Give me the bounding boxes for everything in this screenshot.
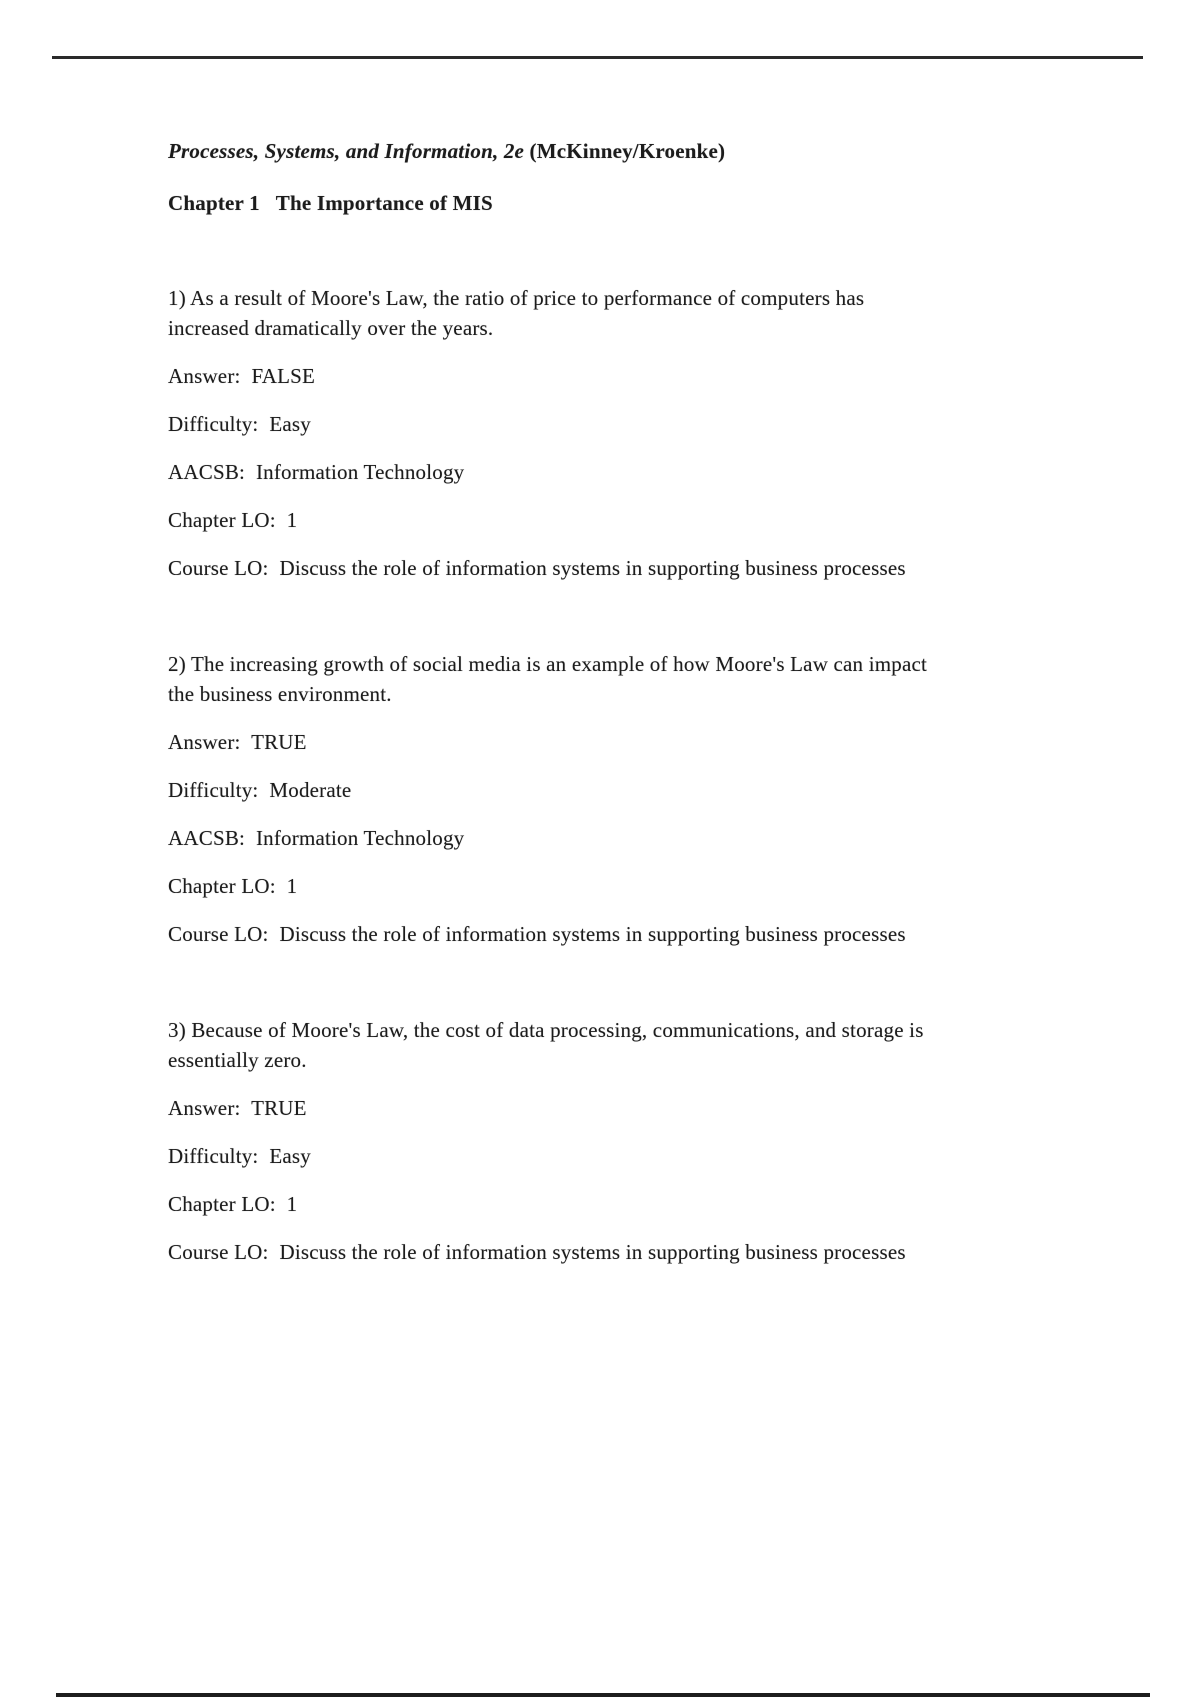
- difficulty-line: Difficulty: Moderate: [168, 778, 352, 802]
- answer-line: Answer: TRUE: [168, 730, 307, 754]
- question-1-line-1: 1) As a result of Moore's Law, the ratio of price to performance of computers has: [168, 286, 865, 310]
- book-title-authors: (McKinney/Kroenke): [524, 139, 726, 163]
- book-title-italic: Processes, Systems, and Information, 2e: [168, 139, 525, 163]
- question-2-line-1: 2) The increasing growth of social media is an example of how Moore's Law can impact: [168, 652, 928, 676]
- question-2-line-2: the business environment.: [168, 682, 392, 706]
- difficulty-line: Difficulty: Easy: [168, 412, 311, 436]
- footer-rule: [56, 1693, 1150, 1697]
- question-3-text: [168, 1015, 1028, 1075]
- course-lo-line: Course LO: Discuss the role of information systems in supporting business processes: [168, 922, 906, 946]
- answer-line: Answer: TRUE: [168, 1096, 307, 1120]
- aacsb-line: AACSB: Information Technology: [168, 826, 465, 850]
- page-content: [168, 136, 1028, 1333]
- question-2-text: [168, 649, 1028, 709]
- question-1-line-2: increased dramatically over the years.: [168, 316, 494, 340]
- answer-line: Answer: FALSE: [168, 364, 316, 388]
- question-3-line-1: 3) Because of Moore's Law, the cost of data processing, communications, and storage is: [168, 1018, 924, 1042]
- chapter-heading: Chapter 1 The Importance of MIS: [168, 191, 493, 215]
- difficulty-line: Difficulty: Easy: [168, 1144, 311, 1168]
- book-title: [168, 136, 1028, 166]
- chapter-lo-line: Chapter LO: 1: [168, 1192, 298, 1216]
- course-lo-line: Course LO: Discuss the role of information systems in supporting business processes: [168, 556, 906, 580]
- chapter-lo-line: Chapter LO: 1: [168, 508, 298, 532]
- question-3-line-2: essentially zero.: [168, 1048, 307, 1072]
- course-lo-line: Course LO: Discuss the role of information systems in supporting business processes: [168, 1240, 906, 1264]
- header-rule: [52, 56, 1143, 59]
- chapter-lo-line: Chapter LO: 1: [168, 874, 298, 898]
- aacsb-line: AACSB: Information Technology: [168, 460, 465, 484]
- question-1-text: [168, 283, 1028, 343]
